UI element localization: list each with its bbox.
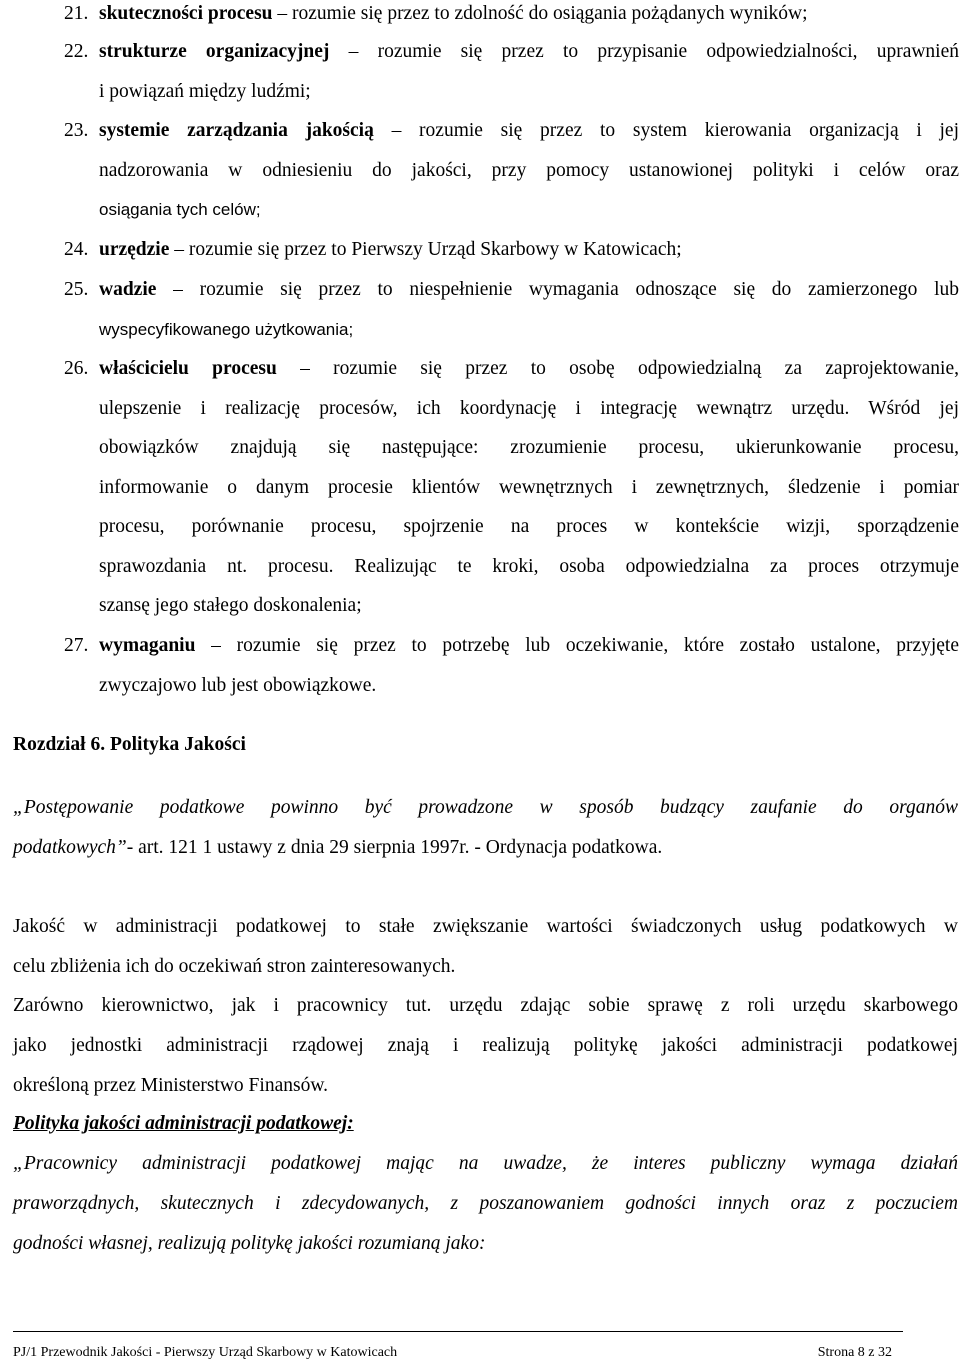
- item-number: 22.: [64, 41, 89, 62]
- item-term: strukturze organizacyjnej: [99, 41, 330, 62]
- item-text: szansę jego stałego doskonalenia;: [99, 595, 362, 616]
- item-number: 26.: [64, 358, 89, 379]
- item-text: – rozumie się przez to niespełnienie wymagania odnoszące się do zamierzonego lub: [173, 279, 959, 300]
- paragraph-text: celu zbliżenia ich do oczekiwań stron zainteresowanych.: [13, 956, 456, 977]
- item-text: procesu, porównanie procesu, spojrzenie na proces w kontekście wizji, sporządzenie: [99, 516, 959, 537]
- item-term: wymaganiu: [99, 635, 196, 656]
- item-number: 27.: [64, 635, 89, 656]
- paragraph: [13, 986, 958, 1106]
- quote-text: podatkowych”: [13, 837, 127, 858]
- item-number: 23.: [64, 120, 89, 141]
- item-term: skuteczności procesu: [99, 3, 273, 24]
- item-text: wyspecyfikowanego użytkowania;: [99, 319, 354, 339]
- item-text: sprawozdania nt. procesu. Realizując te kroki, osoba odpowiedzialna za proces otrzymuje: [99, 555, 959, 577]
- item-text: – rozumie się przez to osobę odpowiedzialną za zaprojektowanie,: [300, 358, 959, 379]
- item-text: ulepszenie i realizację procesów, ich koordynację i integrację wewnątrz urzędu. Wśród jej: [99, 397, 959, 419]
- item-text: – rozumie się przez to Pierwszy Urząd Skarbowy w Katowicach;: [174, 239, 682, 260]
- footer-divider: [13, 1331, 903, 1332]
- policy-text: praworządnych, skutecznych i zdecydowanych, z poszanowaniem godności innych oraz z poczuciem: [13, 1193, 958, 1214]
- item-text: osiągania tych celów;: [99, 200, 261, 219]
- item-text: – rozumie się przez to przypisanie odpowiedzialności, uprawnień: [348, 41, 960, 62]
- paragraph: [13, 907, 958, 987]
- footer-page-number: Strona 8 z 32: [817, 1345, 892, 1360]
- policy-section: [13, 1104, 958, 1264]
- item-text: i powiązań między ludźmi;: [99, 80, 311, 102]
- policy-heading: Polityka jakości administracji podatkowej:: [13, 1113, 354, 1134]
- quote-text: „Postępowanie podatkowe powinno być prowadzone w sposób budzący zaufanie do organów: [13, 797, 958, 818]
- item-number: 24.: [64, 239, 89, 260]
- item-text: informowanie o danym procesie klientów wewnętrznych i zewnętrznych, śledzenie i pomiar: [99, 476, 959, 498]
- item-text: – rozumie się przez to system kierowania organizacją i jej: [391, 120, 959, 141]
- item-text: zwyczajowo lub jest obowiązkowe.: [99, 674, 377, 696]
- paragraph-text: Zarówno kierownictwo, jak i pracownicy tut. urzędu zdając sobie sprawę z roli urzędu skarbowego: [13, 995, 958, 1016]
- item-number: 25.: [64, 279, 89, 300]
- item-text: obowiązków znajdują się następujące: zrozumienie procesu, ukierunkowanie procesu,: [99, 437, 959, 458]
- item-text: nadzorowania w odniesieniu do jakości, przy pomocy ustanowionej polityki i celów oraz: [99, 159, 959, 181]
- item-text: – rozumie się przez to zdolność do osiągania pożądanych wyników;: [277, 3, 808, 24]
- policy-text: godności własnej, realizują politykę jakości rozumianą jako:: [13, 1233, 486, 1254]
- chapter-heading: Rozdział 6. Polityka Jakości: [13, 734, 246, 755]
- paragraph-text: jako jednostki administracji rządowej znają i realizują politykę jakości administracji podatkowej: [13, 1035, 958, 1056]
- paragraph-text: określoną przez Ministerstwo Finansów.: [13, 1075, 329, 1096]
- item-term: systemie zarządzania jakością: [99, 120, 374, 141]
- item-term: urzędzie: [99, 239, 170, 260]
- item-term: wadzie: [99, 279, 157, 300]
- item-text: – rozumie się przez to potrzebę lub oczekiwanie, które zostało ustalone, przyjęte: [211, 635, 959, 656]
- quote-citation: - art. 121 1 ustawy z dnia 29 sierpnia 1997r. - Ordynacja podatkowa.: [126, 837, 663, 858]
- footer-document-title: PJ/1 Przewodnik Jakości - Pierwszy Urząd Skarbowy w Katowicach: [13, 1345, 398, 1360]
- legal-quote: [13, 788, 958, 868]
- paragraph-text: Jakość w administracji podatkowej to stałe zwiększanie wartości świadczonych usług podatkowych w: [13, 916, 958, 937]
- policy-text: „Pracownicy administracji podatkowej mając na uwadze, że interes publiczny wymaga działań: [13, 1153, 958, 1174]
- item-number: 21.: [64, 3, 89, 24]
- item-term: właścicielu procesu: [99, 358, 277, 379]
